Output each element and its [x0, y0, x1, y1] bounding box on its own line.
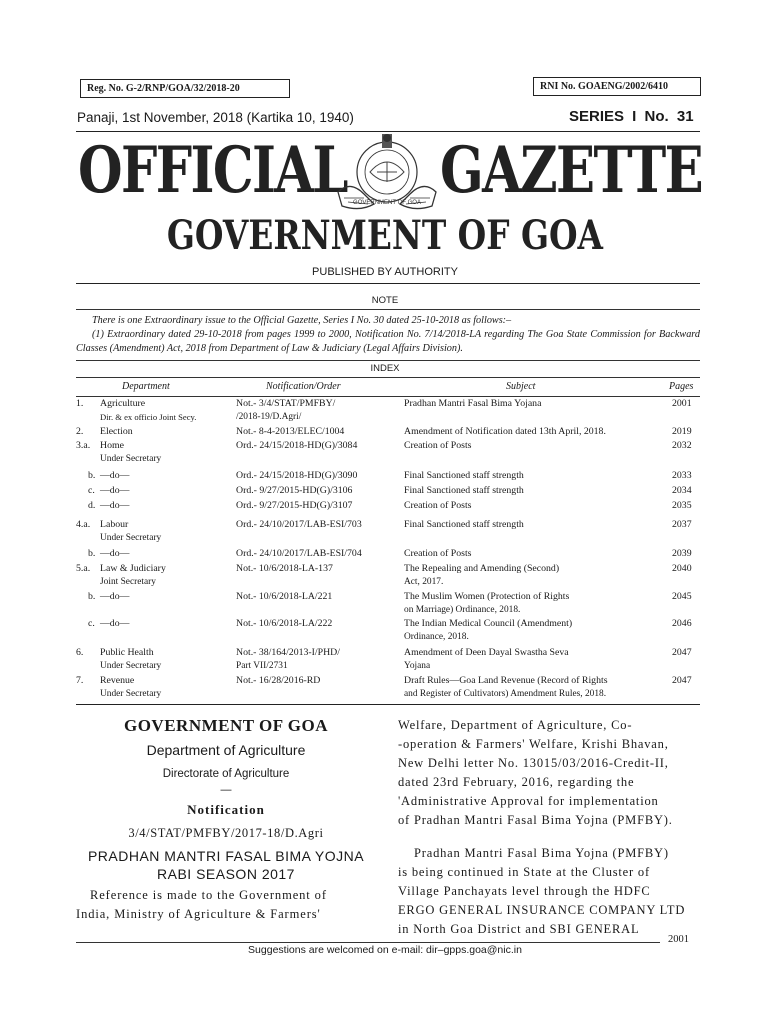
right-para-2-line: is being continued in State at the Cluster of: [398, 865, 650, 879]
index-row-number: 5.a.: [76, 563, 91, 574]
masthead-subtitle: GOVERNMENT OF GOA: [166, 212, 604, 259]
index-row-notification: Not.- 16/28/2016-RD: [236, 675, 321, 686]
index-row-department-detail: Under Secretary: [100, 454, 162, 464]
index-row-page: 2045: [672, 591, 692, 602]
index-row-number: 4.a.: [76, 519, 91, 530]
index-row-subject: Amendment of Deen Dayal Swastha Seva: [404, 647, 569, 658]
right-para-1-line: 'Administrative Approval for implementation: [398, 794, 659, 808]
page-number: 2001: [668, 934, 689, 945]
index-row-page: 2046: [672, 618, 692, 629]
index-row-notification: Not.- 10/6/2018-LA/221: [236, 591, 333, 602]
index-row-subject-detail: Act, 2017.: [404, 577, 444, 587]
index-bottom-rule: [76, 704, 700, 705]
footer-rule: [76, 942, 660, 943]
index-row-department: Revenue: [100, 675, 135, 686]
index-row-department: —do—: [100, 500, 130, 511]
index-row-subject-detail: Yojana: [404, 661, 431, 671]
index-row-notification: Ord.- 24/10/2017/LAB-ESI/703: [236, 519, 362, 530]
index-row-subject-detail: and Register of Cultivators) Amendment Rules, 2018.: [404, 689, 607, 699]
index-row-notification: Not.- 8-4-2013/ELEC/1004: [236, 426, 345, 437]
index-row: [76, 440, 700, 468]
index-row-page: 2001: [672, 398, 692, 409]
column-header-department: Department: [122, 381, 170, 392]
index-row-number: 3.a.: [76, 440, 91, 451]
index-row-notification: Not.- 10/6/2018-LA/222: [236, 618, 333, 629]
index-row-subject: Draft Rules—Goa Land Revenue (Record of Rights: [404, 675, 608, 686]
index-row-number: 6.: [76, 647, 84, 658]
index-row-notification-detail: Part VII/2731: [236, 661, 288, 671]
index-row-subject: Final Sanctioned staff strength: [404, 470, 524, 481]
index-row-department-detail: Under Secretary: [100, 689, 162, 699]
index-row-subject: Amendment of Notification dated 13th April, 2018.: [404, 426, 606, 437]
index-row-department: —do—: [100, 485, 130, 496]
index-heading: INDEX: [370, 363, 400, 374]
section-directorate: Directorate of Agriculture: [162, 768, 290, 780]
note-line-2: (1) Extraordinary dated 29-10-2018 from pages 1999 to 2000, Notification No. 7/14/2018-LA regarding The Goa State Commission for Backward Classes (Amendment) Act, 2018 from Department of Law & Judiciary (Legal Affairs Division).: [76, 329, 700, 354]
index-row-notification: Ord.- 24/10/2017/LAB-ESI/704: [236, 548, 362, 559]
index-row: [76, 647, 700, 675]
right-para-1-line: -operation & Farmers' Welfare, Krishi Bhavan,: [398, 737, 669, 751]
index-row-page: 2035: [672, 500, 692, 511]
index-row-department: Labour: [100, 519, 129, 530]
index-row-number: b.: [88, 470, 96, 481]
index-row-page: 2034: [672, 485, 692, 496]
index-row-number: c.: [88, 485, 95, 496]
right-para-2-line: Village Panchayats level through the HDFC: [398, 884, 651, 898]
issue-date-line: Panaji, 1st November, 2018 (Kartika 10, 1940): [77, 110, 354, 125]
index-row-department: —do—: [100, 591, 130, 602]
index-row-number: b.: [88, 591, 96, 602]
section-department: Department of Agriculture: [146, 742, 306, 758]
column-header-notification: Notification/Order: [266, 381, 341, 392]
index-row-department: —do—: [100, 548, 130, 559]
index-row-subject: Creation of Posts: [404, 548, 472, 559]
right-column-body: [398, 716, 700, 939]
index-row-number: 1.: [76, 398, 84, 409]
index-row: [76, 675, 700, 703]
column-header-subject: Subject: [506, 381, 536, 392]
index-row-page: 2033: [672, 470, 692, 481]
rni-number: RNI No. GOAENG/2002/6410: [540, 81, 669, 92]
index-row-notification: Ord.- 24/15/2018-HD(G)/3084: [236, 440, 358, 451]
right-para-1-line: dated 23rd February, 2016, regarding the: [398, 775, 635, 789]
index-row-notification: Not.- 10/6/2018-LA-137: [236, 563, 333, 574]
index-row-number: c.: [88, 618, 95, 629]
index-row: [76, 591, 700, 619]
index-row-notification: Ord.- 24/15/2018-HD(G)/3090: [236, 470, 358, 481]
left-body-line-2: India, Ministry of Agriculture & Farmers': [76, 907, 321, 921]
right-para-2-line: Pradhan Mantri Fasal Bima Yojna (PMFBY): [414, 846, 669, 860]
index-row-page: 2039: [672, 548, 692, 559]
registration-number: Reg. No. G-2/RNP/GOA/32/2018-20: [87, 83, 240, 94]
index-row-page: 2019: [672, 426, 692, 437]
index-row-page: 2047: [672, 675, 692, 686]
index-row-subject-detail: Ordinance, 2018.: [404, 632, 469, 642]
paragraph-gap: [398, 830, 700, 844]
masthead-gazette: GAZETTE: [440, 133, 703, 208]
footer-suggestions: Suggestions are welcomed on e-mail: dir–gpps.goa@nic.in: [248, 944, 522, 956]
notification-number: 3/4/STAT/PMFBY/2017-18/D.Agri: [128, 826, 324, 840]
index-row-number: d.: [88, 500, 96, 511]
note-line-1: There is one Extraordinary issue to the Official Gazette, Series I No. 30 dated 25-10-2018 as follows:–: [92, 315, 512, 326]
index-row-department: —do—: [100, 618, 130, 629]
notification-heading: Notification: [187, 802, 265, 817]
index-row-subject: Pradhan Mantri Fasal Bima Yojana: [404, 398, 542, 409]
index-row-subject: The Muslim Women (Protection of Rights: [404, 591, 570, 602]
column-header-pages: Pages: [669, 381, 694, 392]
index-row-department-detail: Dir. & ex officio Joint Secy.: [100, 412, 197, 422]
index-row-number: b.: [88, 548, 96, 559]
note-heading: NOTE: [371, 295, 399, 306]
index-row-department-detail: Under Secretary: [100, 533, 162, 543]
right-para-1-line: New Delhi letter No. 13015/03/2016-Credit-II,: [398, 756, 669, 770]
index-row-page: 2040: [672, 563, 692, 574]
index-row: [76, 618, 700, 646]
index-row-subject: The Repealing and Amending (Second): [404, 563, 560, 574]
index-row-page: 2047: [672, 647, 692, 658]
index-row-notification: Not.- 3/4/STAT/PMFBY/: [236, 398, 336, 409]
index-row-department: —do—: [100, 470, 130, 481]
notification-title-line-1: PRADHAN MANTRI FASAL BIMA YOJNA: [87, 848, 365, 864]
right-para-1-line: Welfare, Department of Agriculture, Co-: [398, 718, 633, 732]
index-row-notification: Ord.- 9/27/2015-HD(G)/3107: [236, 500, 353, 511]
index-row-department: Law & Judiciary: [100, 563, 166, 574]
left-body-line-1: Reference is made to the Government of: [90, 888, 327, 902]
index-row-subject-detail: on Marriage) Ordinance, 2018.: [404, 605, 521, 615]
index-row-notification: Ord.- 9/27/2015-HD(G)/3106: [236, 485, 353, 496]
index-row-page: 2037: [672, 519, 692, 530]
index-row-notification: Not.- 38/164/2013-I/PHD/: [236, 647, 340, 658]
emblem-caption: GOVERNMENT OF GOA: [353, 200, 421, 206]
index-row-department-detail: Joint Secretary: [100, 577, 156, 587]
section-government-of-goa: GOVERNMENT OF GOA: [123, 716, 328, 735]
index-row: [76, 398, 700, 426]
index-row-department-detail: Under Secretary: [100, 661, 162, 671]
index-row: [76, 519, 700, 547]
index-row: [76, 563, 700, 591]
masthead-official: OFFICIAL: [78, 133, 347, 208]
index-row-department: Election: [100, 426, 133, 437]
index-row-number: 7.: [76, 675, 84, 686]
right-para-2-line: in North Goa District and SBI GENERAL: [398, 922, 640, 936]
series-number: SERIES I No. 31: [569, 108, 694, 125]
published-by-authority: PUBLISHED BY AUTHORITY: [312, 266, 458, 278]
index-row-subject: Final Sanctioned staff strength: [404, 519, 524, 530]
right-para-1-line: of Pradhan Mantri Fasal Bima Yojna (PMFBY).: [398, 813, 673, 827]
index-row-department: Agriculture: [100, 398, 146, 409]
index-row-department: Home: [100, 440, 124, 451]
index-row-page: 2032: [672, 440, 692, 451]
right-para-2-line: ERGO GENERAL INSURANCE COMPANY LTD: [398, 903, 686, 917]
index-row-subject: Creation of Posts: [404, 500, 472, 511]
index-row-notification-detail: /2018-19/D.Agri/: [236, 412, 302, 422]
index-row-number: 2.: [76, 426, 84, 437]
index-row-subject: Creation of Posts: [404, 440, 472, 451]
index-row-department: Public Health: [100, 647, 154, 658]
notification-title-line-2: RABI SEASON 2017: [157, 866, 295, 882]
index-row-subject: The Indian Medical Council (Amendment): [404, 618, 573, 629]
index-row-subject: Final Sanctioned staff strength: [404, 485, 524, 496]
section-dash: —: [220, 784, 232, 796]
